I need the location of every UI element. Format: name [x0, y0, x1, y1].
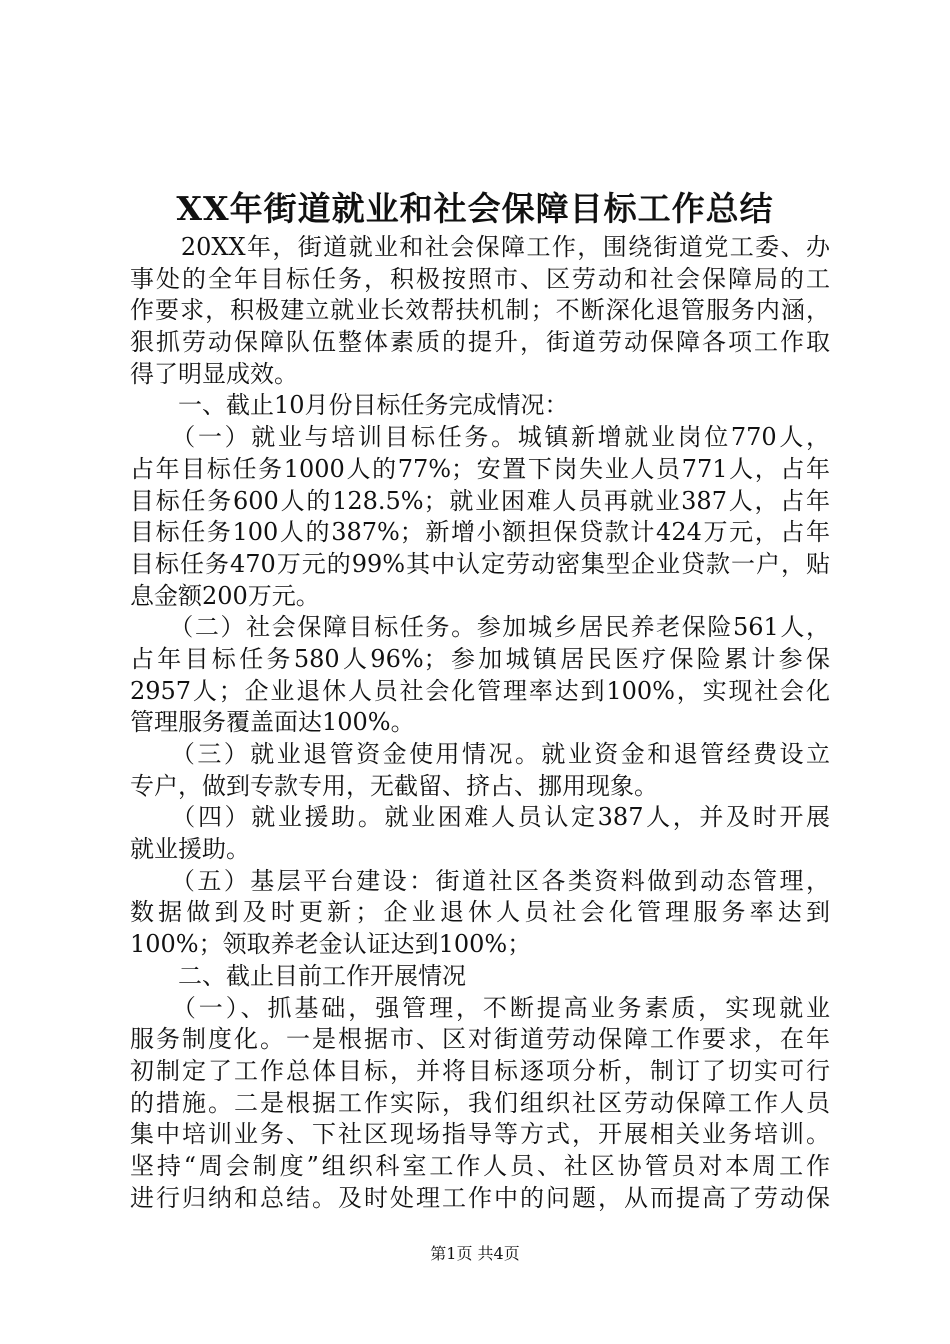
body-line: （三）就业退管资金使用情况。就业资金和退管经费设立	[130, 740, 830, 768]
body-line: 作要求，积极建立就业长效帮扶机制；不断深化退管服务内涵，	[130, 296, 830, 325]
body-line: 的措施。二是根据工作实际，我们组织社区劳动保障工作人员	[130, 1088, 830, 1117]
body-line: 狠抓劳动保障队伍整体素质的提升，街道劳动保障各项工作取	[130, 328, 830, 357]
body-line: 2957人；企业退休人员社会化管理率达到100%，实现社会化	[130, 676, 830, 705]
body-line: 息金额200万元。	[130, 581, 320, 610]
document-title: XX年街道就业和社会保障目标工作总结	[176, 189, 774, 228]
body-line: 占年目标任务1000人的77%；安置下岗失业人员771人，占年	[130, 454, 830, 483]
body-line: （二）社会保障目标任务。参加城乡居民养老保险561人，	[130, 613, 830, 642]
body-line: 专户，做到专款专用，无截留、挤占、挪用现象。	[130, 771, 658, 800]
body-line: （四）就业援助。就业困难人员认定387人，并及时开展	[130, 803, 830, 832]
document-body	[130, 232, 830, 1214]
body-line: 数据做到及时更新；企业退休人员社会化管理服务率达到	[130, 898, 830, 927]
body-line: 目标任务600人的128.5%；就业困难人员再就业387人，占年	[130, 486, 830, 515]
body-line: 20XX年，街道就业和社会保障工作，围绕街道党工委、办	[130, 233, 830, 261]
body-line: 就业援助。	[130, 835, 250, 864]
body-line: 一、截止10月份目标任务完成情况：	[130, 391, 569, 420]
body-line: 管理服务覆盖面达100%。	[130, 708, 415, 737]
body-line: 得了明显成效。	[130, 359, 298, 388]
body-line: 目标任务100人的387%；新增小额担保贷款计424万元，占年	[130, 518, 830, 547]
body-line: 服务制度化。一是根据市、区对街道劳动保障工作要求，在年	[130, 1025, 830, 1054]
page-footer: 第1页 共4页	[430, 1244, 520, 1263]
body-line: 初制定了工作总体目标，并将目标逐项分析，制订了切实可行	[130, 1056, 830, 1085]
body-line: 事处的全年目标任务，积极按照市、区劳动和社会保障局的工	[130, 264, 830, 293]
body-line: 二、截止目前工作开展情况	[130, 961, 466, 990]
body-line: 集中培训业务、下社区现场指导等方式，开展相关业务培训。	[130, 1120, 830, 1149]
body-line: 坚持“周会制度”组织科室工作人员、社区协管员对本周工作	[130, 1151, 830, 1180]
body-line: 占年目标任务580人96%；参加城镇居民医疗保险累计参保	[130, 644, 830, 673]
body-line: 目标任务470万元的99%其中认定劳动密集型企业贷款一户，贴	[130, 549, 830, 578]
body-line: （五）基层平台建设：街道社区各类资料做到动态管理，	[130, 866, 830, 895]
body-line: （一）、抓基础，强管理，不断提高业务素质，实现就业	[130, 993, 830, 1022]
body-line: 进行归纳和总结。及时处理工作中的问题，从而提高了劳动保	[130, 1183, 830, 1212]
body-line: （一）就业与培训目标任务。城镇新增就业岗位770人，	[130, 423, 830, 452]
body-line: 100%；领取养老金认证达到100%；	[130, 930, 532, 959]
